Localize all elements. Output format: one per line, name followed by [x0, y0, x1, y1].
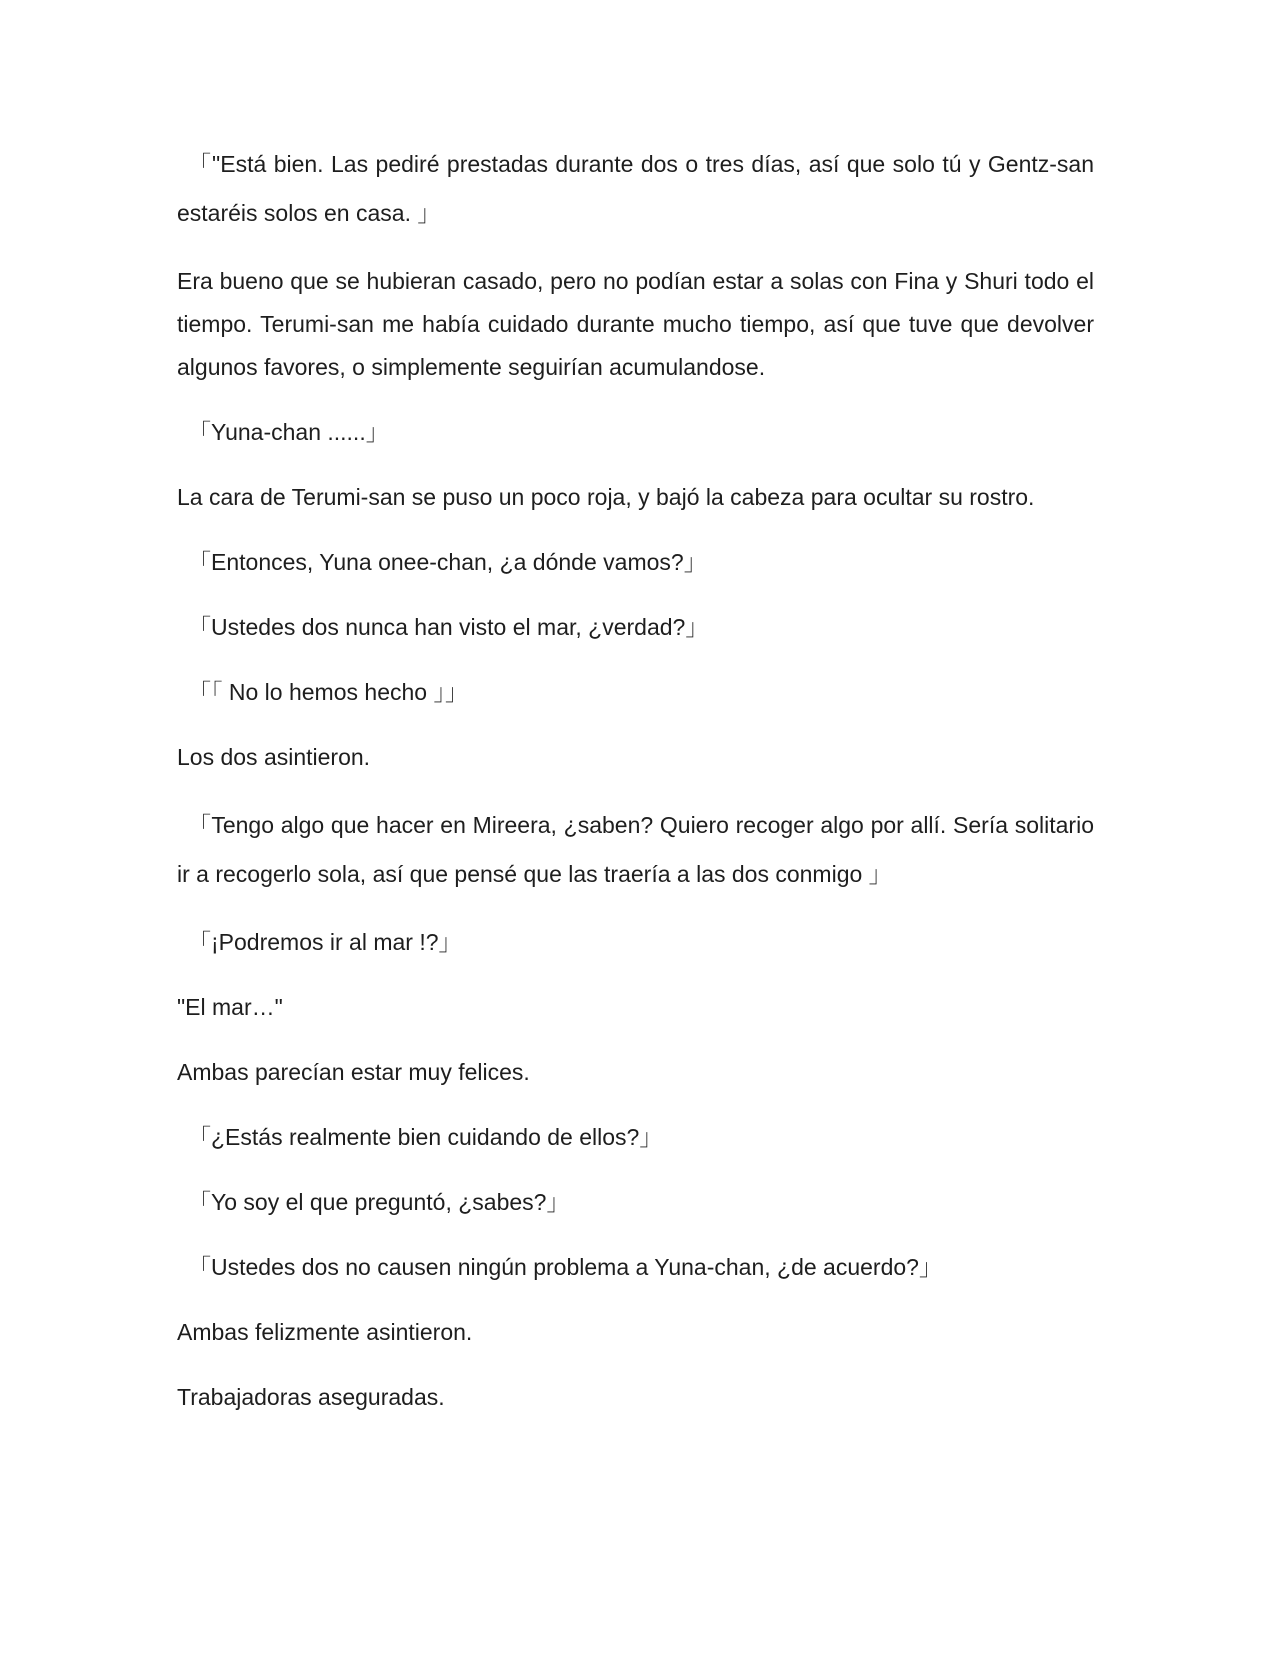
paragraph: 「"Está bien. Las pediré prestadas durante dos o tres días, así que solo tú y Gentz-san estaréis solos en casa. 」	[177, 151, 1094, 226]
paragraph: Trabajadoras aseguradas.	[177, 1384, 445, 1410]
paragraph: 「「 No lo hemos hecho 」」	[188, 679, 468, 705]
paragraph: Ambas parecían estar muy felices.	[177, 1059, 530, 1085]
paragraph: Ambas felizmente asintieron.	[177, 1319, 473, 1345]
paragraph: 「Yuna-chan ......」	[188, 419, 389, 445]
paragraph: 「¿Estás realmente bien cuidando de ellos?」	[188, 1124, 663, 1150]
paragraph: 「Ustedes dos nunca han visto el mar, ¿verdad?」	[188, 614, 709, 640]
paragraph: Era bueno que se hubieran casado, pero no podían estar a solas con Fina y Shuri todo el tiempo. Terumi-san me había cuidado durante mucho tiempo, así que tuve que devolver algunos favores, o simplemente seguirían acumulandose.	[177, 268, 1094, 380]
paragraph: La cara de Terumi-san se puso un poco roja, y bajó la cabeza para ocultar su rostro.	[177, 484, 1035, 510]
paragraph: 「Entonces, Yuna onee-chan, ¿a dónde vamos?」	[188, 549, 707, 575]
paragraph: "El mar…"	[177, 994, 283, 1020]
paragraph: 「Tengo algo que hacer en Mireera, ¿saben? Quiero recoger algo por allí. Sería solitario ir a recogerlo sola, así que pensé que las traería a las dos conmigo 」	[177, 812, 1094, 887]
paragraph: Los dos asintieron.	[177, 744, 371, 770]
paragraph: 「Ustedes dos no causen ningún problema a Yuna-chan, ¿de acuerdo?」	[188, 1254, 942, 1280]
document-body	[177, 140, 1094, 1441]
paragraph: 「Yo soy el que preguntó, ¿sabes?」	[188, 1189, 570, 1215]
paragraph: 「¡Podremos ir al mar !?」	[188, 929, 462, 955]
